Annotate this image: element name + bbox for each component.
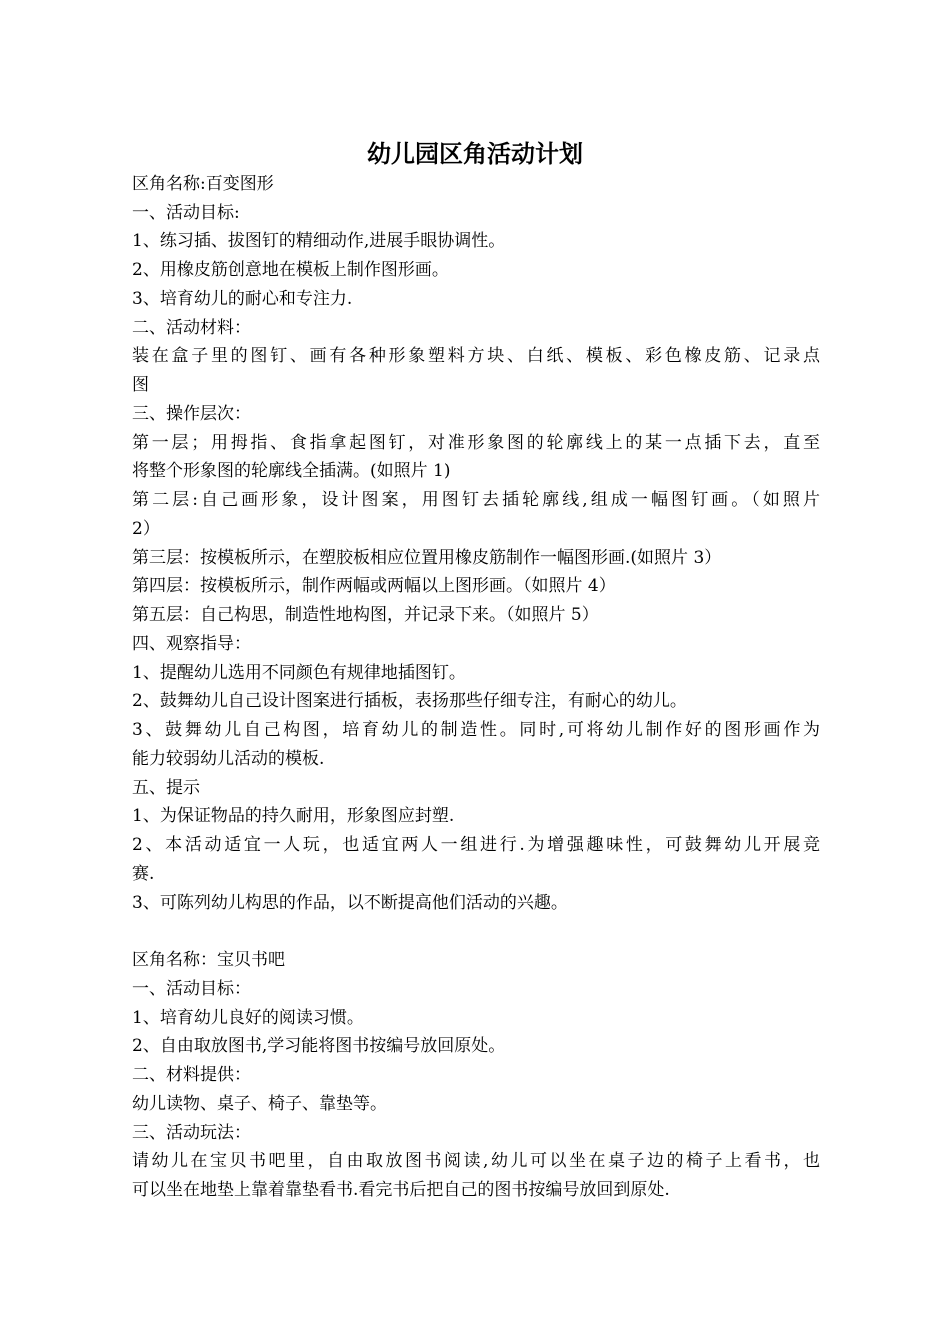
tip-item: 3、可陈列幼儿构思的作品，以不断提高他们活动的兴趣。	[132, 893, 568, 913]
section-heading: 二、活动材料：	[132, 318, 251, 338]
section-heading: 三、活动玩法：	[132, 1123, 251, 1143]
goal-item: 2、自由取放图书,学习能将图书按编号放回原处。	[132, 1036, 506, 1056]
materials-text: 幼儿读物、桌子、椅子、靠垫等。	[132, 1094, 387, 1114]
level-item: 2）	[132, 519, 160, 539]
tip-item: 2、本活动适宜一人玩，也适宜两人一组进行.为增强趣味性，可鼓舞幼儿开展竞	[132, 835, 820, 855]
level-item: 第一层；用拇指、食指拿起图钉，对准形象图的轮廓线上的某一点插下去，直至	[132, 433, 820, 453]
guidance-item: 能力较弱幼儿活动的模板.	[132, 749, 325, 769]
level-item: 将整个形象图的轮廓线全插满。(如照片 1)	[132, 461, 451, 481]
section-heading-corner-name: 区角名称:百变图形	[132, 174, 274, 194]
section-heading-corner-name: 区角名称：宝贝书吧	[132, 950, 285, 970]
guidance-item: 2、鼓舞幼儿自己设计图案进行插板，表扬那些仔细专注，有耐心的幼儿。	[132, 691, 687, 711]
level-item: 第五层：自己构思，制造性地构图，并记录下来。（如照片 5）	[132, 605, 599, 625]
level-item: 第二层:自己画形象，设计图案，用图钉去插轮廓线,组成一幅图钉画。（如照片	[132, 490, 820, 510]
materials-text: 装在盒子里的图钉、画有各种形象塑料方块、白纸、模板、彩色橡皮筋、记录点	[132, 346, 820, 366]
section-heading: 二、材料提供：	[132, 1065, 251, 1085]
section-heading: 三、操作层次：	[132, 404, 251, 424]
goal-item: 1、培育幼儿良好的阅读习惯。	[132, 1008, 364, 1028]
tip-item: 赛.	[132, 864, 155, 884]
goal-item: 1、练习插、拔图钉的精细动作,进展手眼协调性。	[132, 231, 506, 251]
tip-item: 1、为保证物品的持久耐用，形象图应封塑.	[132, 806, 455, 826]
section-heading: 四、观察指导：	[132, 634, 251, 654]
section-heading: 一、活动目标：	[132, 979, 251, 999]
play-method-text: 请幼儿在宝贝书吧里，自由取放图书阅读,幼儿可以坐在桌子边的椅子上看书，也	[132, 1151, 820, 1171]
materials-text: 图	[132, 375, 149, 395]
guidance-item: 1、提醒幼儿选用不同颜色有规律地插图钉。	[132, 663, 466, 683]
play-method-text: 可以坐在地垫上靠着靠垫看书.看完书后把自己的图书按编号放回到原处.	[132, 1180, 670, 1200]
section-heading: 一、活动目标:	[132, 203, 240, 223]
goal-item: 2、用橡皮筋创意地在模板上制作图形画。	[132, 260, 449, 280]
document-title: 幼儿园区角活动计划	[367, 139, 583, 168]
section-heading: 五、提示	[132, 778, 200, 798]
level-item: 第三层：按模板所示，在塑胶板相应位置用橡皮筋制作一幅图形画.(如照片 3）	[132, 548, 722, 568]
level-item: 第四层：按模板所示，制作两幅或两幅以上图形画。（如照片 4）	[132, 576, 616, 596]
goal-item: 3、培育幼儿的耐心和专注力.	[132, 289, 353, 309]
guidance-item: 3、鼓舞幼儿自己构图，培育幼儿的制造性。同时,可将幼儿制作好的图形画作为	[132, 720, 820, 740]
